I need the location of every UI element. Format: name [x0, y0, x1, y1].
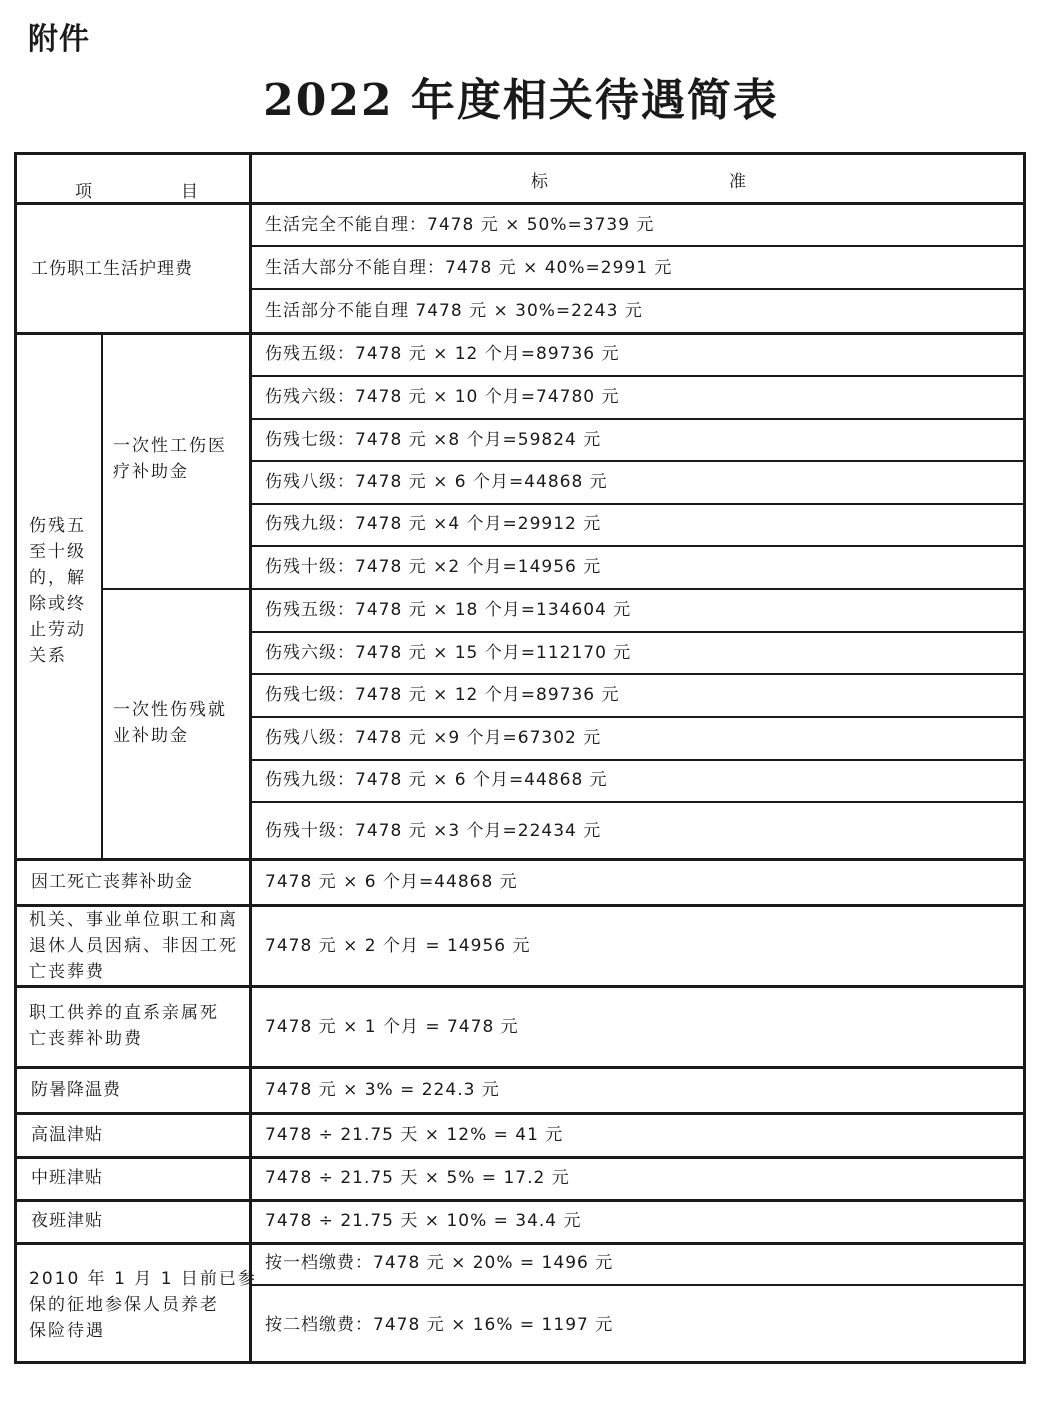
pension-label: 2010 年 1 月 1 日前已参 保的征地参保人员养老 保险待遇: [29, 1269, 257, 1341]
employment-subsidy-item: 伤残七级：7478 元 × 12 个月=89736 元: [265, 685, 620, 705]
sub-row-divider: [249, 631, 1023, 633]
sub-row-divider: [249, 1284, 1023, 1286]
group-divider: [101, 588, 1023, 590]
nursing-item: 生活完全不能自理：7478 元 × 50%=3739 元: [265, 215, 655, 235]
column-divider-subgroup: [101, 332, 103, 858]
column-divider-main: [249, 155, 252, 1361]
sub-row-divider: [249, 375, 1023, 377]
cooling-label: 防暑降温费: [31, 1080, 121, 1100]
sub-row-divider: [249, 545, 1023, 547]
sub-row-divider: [249, 673, 1023, 675]
funeral-retired-value: 7478 元 × 2 个月 = 14956 元: [265, 936, 531, 956]
employment-subsidy-item: 伤残九级：7478 元 × 6 个月=44868 元: [265, 770, 608, 790]
header-item-right: 目: [181, 182, 199, 202]
sub-row-divider: [249, 801, 1023, 803]
nursing-item: 生活部分不能自理 7478 元 × 30%=2243 元: [265, 301, 643, 321]
row-divider: [17, 858, 1023, 861]
funeral-injury-value: 7478 元 × 6 个月=44868 元: [265, 872, 518, 892]
funeral-retired-label: 机关、事业单位职工和离 退休人员因病、非因工死 亡丧葬费: [29, 910, 238, 982]
header-item-left: 项: [75, 182, 93, 202]
sub-row-divider: [249, 460, 1023, 462]
employment-subsidy-item: 伤残十级：7478 元 ×3 个月=22434 元: [265, 821, 602, 841]
medical-subsidy-item: 伤残九级：7478 元 ×4 个月=29912 元: [265, 514, 602, 534]
funeral-dependent-value: 7478 元 × 1 个月 = 7478 元: [265, 1017, 519, 1037]
night-shift-value: 7478 ÷ 21.75 天 × 10% = 34.4 元: [265, 1211, 582, 1231]
header-standard-right: 准: [729, 172, 747, 192]
row-divider: [17, 1199, 1023, 1202]
row-divider: [17, 1242, 1023, 1245]
sub-row-divider: [249, 716, 1023, 718]
medical-subsidy-item: 伤残六级：7478 元 × 10 个月=74780 元: [265, 387, 620, 407]
row-divider: [17, 202, 1023, 205]
attachment-label: 附件: [28, 22, 90, 57]
benefits-table: [14, 152, 1026, 1364]
medical-subsidy-item: 伤残七级：7478 元 ×8 个月=59824 元: [265, 430, 602, 450]
medical-subsidy-label: 一次性工伤医 疗补助金: [113, 436, 227, 482]
high-temp-value: 7478 ÷ 21.75 天 × 12% = 41 元: [265, 1125, 564, 1145]
mid-shift-label: 中班津贴: [31, 1168, 103, 1188]
medical-subsidy-item: 伤残八级：7478 元 × 6 个月=44868 元: [265, 472, 608, 492]
row-divider: [17, 1066, 1023, 1069]
row-divider: [17, 1112, 1023, 1115]
medical-subsidy-item: 伤残五级：7478 元 × 12 个月=89736 元: [265, 344, 620, 364]
pension-item: 按二档缴费：7478 元 × 16% = 1197 元: [265, 1315, 614, 1335]
sub-row-divider: [249, 245, 1023, 247]
high-temp-label: 高温津贴: [31, 1125, 103, 1145]
row-divider: [17, 332, 1023, 335]
employment-subsidy-item: 伤残六级：7478 元 × 15 个月=112170 元: [265, 643, 632, 663]
sub-row-divider: [249, 759, 1023, 761]
sub-row-divider: [249, 503, 1023, 505]
sub-row-divider: [249, 418, 1023, 420]
row-divider: [17, 1156, 1023, 1159]
employment-subsidy-item: 伤残五级：7478 元 × 18 个月=134604 元: [265, 600, 632, 620]
row-divider: [17, 985, 1023, 988]
night-shift-label: 夜班津贴: [31, 1211, 103, 1231]
document-title: 2022 年度相关待遇简表: [263, 75, 779, 126]
funeral-injury-label: 因工死亡丧葬补助金: [31, 872, 193, 892]
cooling-value: 7478 元 × 3% = 224.3 元: [265, 1080, 500, 1100]
nursing-label: 工伤职工生活护理费: [31, 259, 193, 279]
employment-subsidy-item: 伤残八级：7478 元 ×9 个月=67302 元: [265, 728, 602, 748]
pension-item: 按一档缴费：7478 元 × 20% = 1496 元: [265, 1253, 614, 1273]
funeral-dependent-label: 职工供养的直系亲属死 亡丧葬补助费: [29, 1003, 219, 1049]
mid-shift-value: 7478 ÷ 21.75 天 × 5% = 17.2 元: [265, 1168, 570, 1188]
disability-group-label: 伤残五 至十级 的，解 除或终 止劳动 关系: [29, 516, 86, 666]
medical-subsidy-item: 伤残十级：7478 元 ×2 个月=14956 元: [265, 557, 602, 577]
nursing-item: 生活大部分不能自理：7478 元 × 40%=2991 元: [265, 258, 673, 278]
header-standard-left: 标: [531, 172, 549, 192]
sub-row-divider: [249, 288, 1023, 290]
employment-subsidy-label: 一次性伤残就 业补助金: [113, 700, 227, 746]
